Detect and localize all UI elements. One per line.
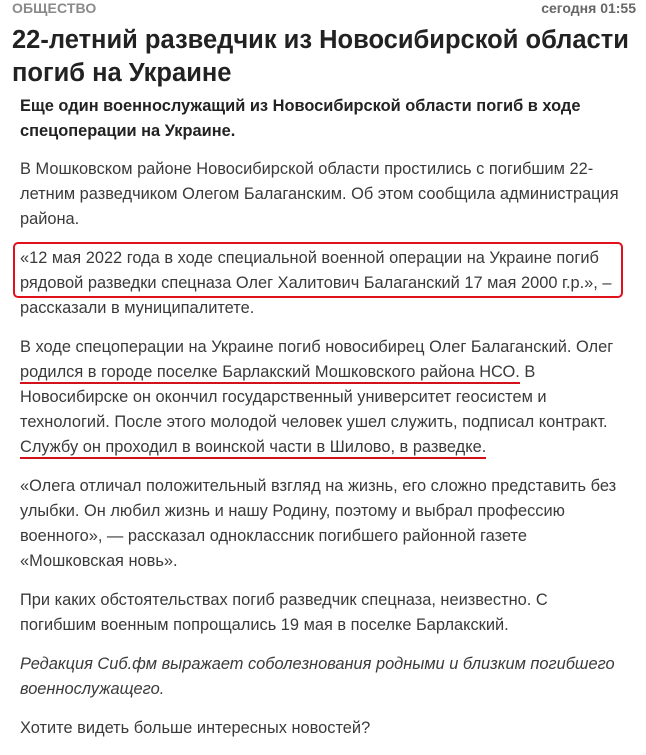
underlined-service: Службу он проходил в воинской части в Шилово, в разведке. [20,438,486,459]
article-title: 22-летний разведчик из Новосибирской области погиб на Украине [12,26,629,87]
underlined-birthplace: родился в городе поселке Барлакский Мошковского района НСО. [20,363,520,384]
paragraph-5: При каких обстоятельствах погиб разведчик спецназа, неизвестно. С погибшим военным попрощались 19 мая в поселке Барлакский. [20,591,548,634]
paragraph-3-text-b: В Новосибирске он окончил государственный университет геосистем и технологий. После этого молодой человек ушел служить, подписал контракт. [20,363,608,431]
paragraph-3-text-a: В ходе спецоперации на Украине погиб новосибирец Олег Балаганский. Олег [20,338,614,356]
category-label[interactable]: ОБЩЕСТВО [12,0,97,16]
highlighted-quote-box [20,246,628,321]
more-news-prompt[interactable]: Хотите видеть больше интересных новостей? [20,719,371,737]
quote-attribution: – рассказали в муниципалитете. [20,274,612,317]
paragraph-2 [20,246,628,321]
paragraph-3 [20,335,628,460]
official-quote: «12 мая 2022 года в ходе специальной военной операции на Украине погиб рядовой разведки спецназа Олег Халитович Балаганский 17 мая 2000 г.р.», [20,249,599,292]
paragraph-4: «Олега отличал положительный взгляд на жизнь, его сложно представить без улыбки. Он любил жизнь и нашу Родину, поэтому и выбрал профессию военного», — рассказал одноклассник погибшего районной газете «Мошковская новь». [20,477,617,570]
publish-time: сегодня 01:55 [541,0,636,16]
article-body [20,94,628,755]
condolence-note: Редакция Сиб.фм выражает соболезнования родными и близким погибшего военнослужащего. [20,655,615,698]
article-meta [12,0,636,20]
paragraph-1: В Мошковском районе Новосибирской области простились с погибшим 22-летним разведчиком Олегом Балаганским. Об этом сообщила администрация района. [20,160,619,228]
article-lead: Еще один военнослужащий из Новосибирской области погиб в ходе спецоперации на Украине. [20,97,581,140]
